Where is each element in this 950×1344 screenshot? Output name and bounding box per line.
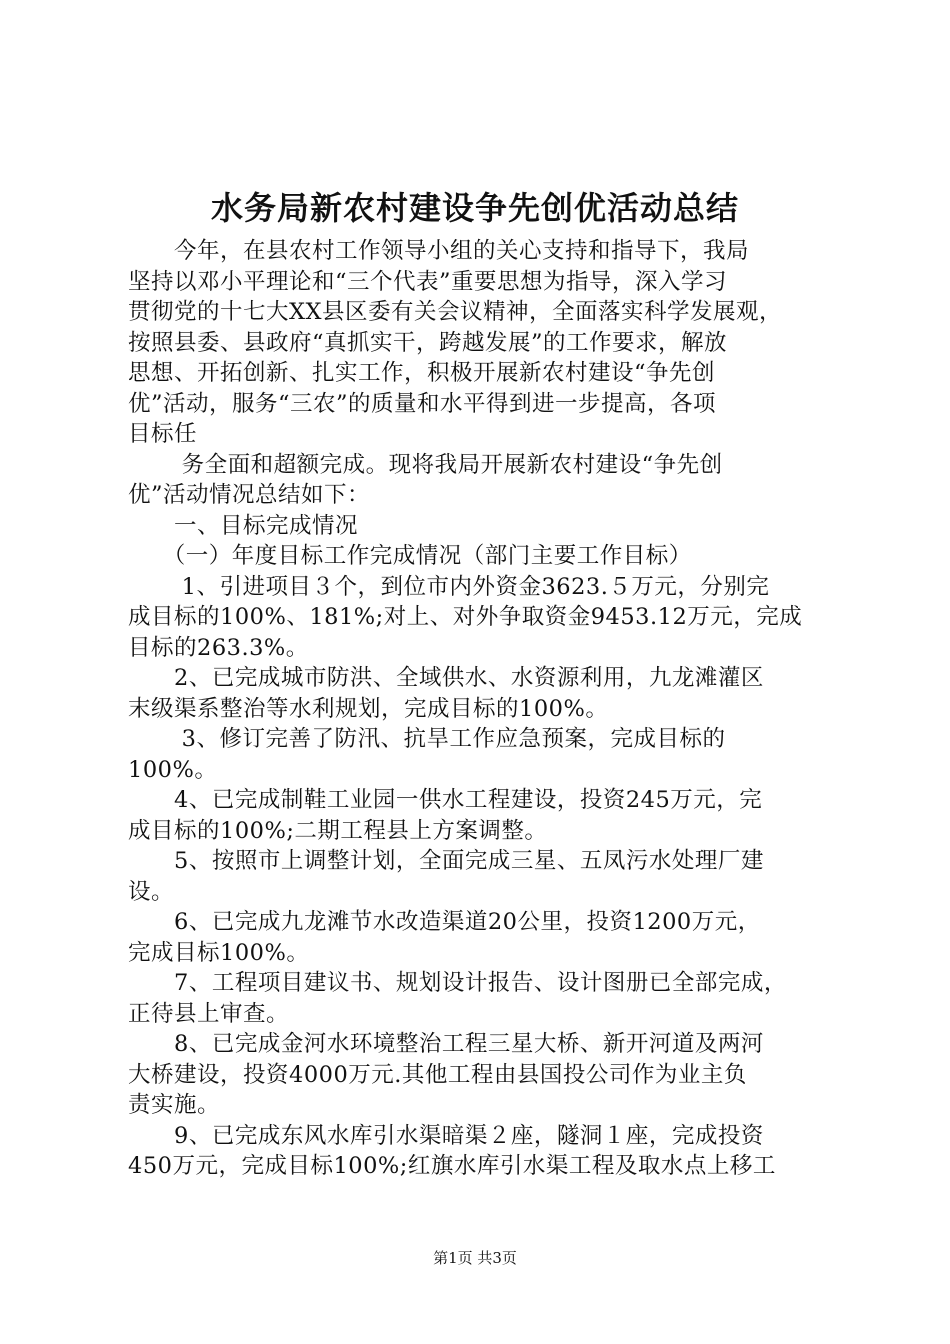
text-line: 2、已完成城市防洪、全域供水、水资源利用，九龙滩灌区 [128, 665, 764, 691]
text-line: 末级渠系整治等水利规划，完成目标的100%。 [128, 695, 609, 722]
text-line: 设。 [128, 878, 175, 905]
document-body [128, 236, 838, 1182]
text-line: 1、引进项目３个，到位市内外资金3623.５万元，分别完 [128, 573, 770, 600]
text-line: 8、已完成金河水环境整治工程三星大桥、新开河道及两河 [128, 1031, 764, 1057]
text-line: 坚持以邓小平理论和“三个代表”重要思想为指导，深入学习 [128, 268, 728, 295]
text-line: 贯彻党的十七大XX县区委有关会议精神，全面落实科学发展观， [128, 299, 783, 325]
text-line: （一）年度目标工作完成情况（部门主要工作目标） [128, 543, 692, 569]
text-line: 目标的263.3%。 [128, 634, 309, 661]
text-line: 责实施。 [128, 1092, 221, 1118]
text-line: 5、按照市上调整计划，全面完成三星、五凤污水处理厂建 [128, 848, 764, 874]
text-line: 100%。 [128, 756, 218, 783]
text-line: 9、已完成东风水库引水渠暗渠２座，隧洞１座，完成投资 [128, 1122, 764, 1149]
text-line: 成目标的100%;二期工程县上方案调整。 [128, 817, 548, 844]
text-line: 目标任 [128, 421, 198, 447]
text-line: 7、工程项目建议书、规划设计报告、设计图册已全部完成， [128, 970, 787, 996]
text-line: 优”活动，服务“三农”的质量和水平得到进一步提高，各项 [128, 390, 717, 417]
text-line: 今年，在县农村工作领导小组的关心支持和指导下，我局 [128, 238, 750, 264]
text-line: 3、修订完善了防汛、抗旱工作应急预案，完成目标的 [128, 726, 726, 752]
text-line: 正待县上审查。 [128, 1000, 290, 1027]
text-line: 务全面和超额完成。现将我局开展新农村建设“争先创 [128, 451, 723, 478]
text-line: 优”活动情况总结如下： [128, 482, 371, 508]
text-line: 思想、开拓创新、扎实工作，积极开展新农村建设“争先创 [128, 360, 716, 386]
text-line: 450万元，完成目标100%;红旗水库引水渠工程及取水点上移工 [128, 1153, 776, 1179]
text-line: 6、已完成九龙滩节水改造渠道20公里，投资1200万元， [128, 909, 761, 935]
text-line: 4、已完成制鞋工业园一供水工程建设，投资245万元，完 [128, 787, 763, 813]
text-line: 按照县委、县政府“真抓实干，跨越发展”的工作要求，解放 [128, 329, 728, 356]
document-title: 水务局新农村建设争先创优活动总结 [210, 189, 739, 227]
text-line: 一、目标完成情况 [128, 512, 359, 539]
page-footer: 第1页 共3页 [433, 1249, 517, 1267]
text-line: 大桥建设，投资4000万元.其他工程由县国投公司作为业主负 [128, 1061, 747, 1088]
text-line: 成目标的100%、181%;对上、对外争取资金9453.12万元，完成 [128, 604, 803, 630]
text-line: 完成目标100%。 [128, 939, 310, 966]
